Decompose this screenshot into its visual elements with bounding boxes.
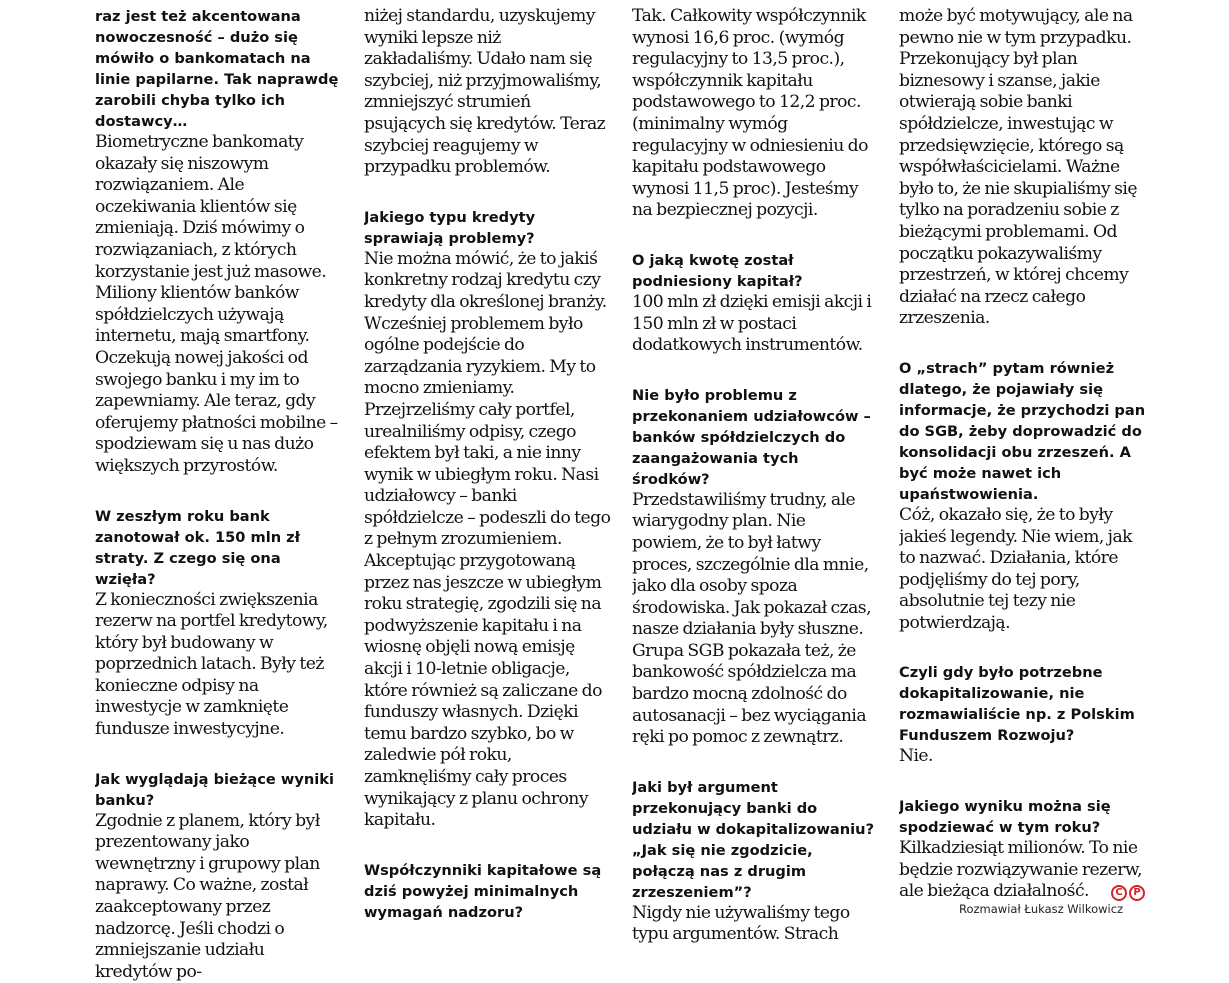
answer-paragraph: Nie można mówić, że to jakiś konkretny rodzaj kredytu czy kredyty dla określonej branży. Wcześniej problemem było ogólne podejście do zarządzania ryzykiem. My to mocno zmieniamy. Przejrzeliśmy cały portfel, urealniliśmy odpisy, czego efektem był taki, a nie inny wynik w ubiegłym roku. Nasi udziałowcy – banki spółdzielcze – podeszli do tego z pełnym zrozumieniem. Akceptując przygotowaną przez nas jeszcze w ubiegłym roku strategię, zgodzili się na podwyższenie kapitału i na wiosnę objęli nową emisję akcji i 10-letnie obligacje, które również są zaliczane do funduszy własnych. Dzięki temu bardzo szybko, bo w zaledwie pół roku, zamknęliśmy cały proces wynikający z planu ochrony kapitału. <box>364 248 611 831</box>
closing-answer <box>899 838 1149 903</box>
question-heading: Jak wyglądają bieżące wyniki banku? <box>95 770 334 809</box>
column-1 <box>95 6 345 983</box>
question-heading: O jaką kwotę został podniesiony kapitał? <box>632 251 803 290</box>
answer-paragraph: 100 mln zł dzięki emisji akcji i 150 mln zł w postaci dodatkowych instrumentów. <box>632 291 872 356</box>
question-heading: W zeszłym roku bank zanotował ok. 150 mln zł straty. Z czego się ona wzięła? <box>95 507 301 588</box>
column-2 <box>364 6 611 923</box>
question-lead-in: raz jest też akcentowana nowoczesność – dużo się mówiło o bankomatach na linie papilarne. Tak naprawdę zarobili chyba tylko ich dostawcy… <box>95 8 339 130</box>
question-heading: Jakiego wyniku można się spodziewać w tym roku? <box>899 798 1111 837</box>
answer-paragraph: Tak. Całkowity współczynnik wynosi 16,6 proc. (wymóg regulacyjny to 13,5 proc.), współczynnik kapitału podstawowego to 12,2 proc. (minimalny wymóg regulacyjny w odniesieniu do kapitału podstawowego wynosi 11,5 proc). Jesteśmy na bezpiecznej pozycji. <box>632 6 868 221</box>
answer-paragraph: Przedstawiliśmy trudny, ale wiarygodny plan. Nie powiem, że to był łatwy proces, szczególnie dla mnie, jako dla osoby spoza środowiska. Jak pokazał czas, nasze działania były słuszne. Grupa SGB pokazała też, że bankowość spółdzielcza ma bardzo mocną zdolność do autosanacji – bez wyciągania ręki po pomoc z zewnątrz. <box>632 489 871 748</box>
answer-paragraph: Nie. <box>899 746 933 767</box>
copyright-icon: C <box>1111 885 1127 901</box>
copyright-marks <box>1111 885 1145 901</box>
answer-paragraph: może być motywujący, ale na pewno nie w tym przypadku. Przekonujący był plan biznesowy i szanse, jakie otwierają sobie banki spółdzielcze, inwestując w przedsięwzięcie, którego są współwłaścicielami. Ważne było to, że nie skupialiśmy się tylko na poradzeniu sobie z bieżącymi problemami. Od początku pokazywaliśmy przestrzeń, w której chcemy działać na rzecz całego zrzeszenia. <box>899 6 1137 329</box>
answer-paragraph: niżej standardu, uzyskujemy wyniki lepsze niż zakładaliśmy. Udało nam się szybciej, niż przyjmowaliśmy, zmniejszyć strumień psujących się kredytów. Teraz szybciej reagujemy w przypadku problemów. <box>364 6 606 178</box>
answer-paragraph: Cóż, okazało się, że to były jakieś legendy. Nie wiem, jak to nazwać. Działania, które podjęliśmy do tej pory, absolutnie tej tezy nie potwierdzają. <box>899 504 1133 633</box>
question-heading: O „strach” pytam również dlatego, że pojawiały się informacje, że przychodzi pan do SGB, żeby doprowadzić do konsolidacji obu zrzeszeń. A być może nawet ich upaństwowienia. <box>899 359 1146 503</box>
answer-paragraph: Z konieczności zwiększenia rezerw na portfel kredytowy, który był budowany w poprzednich latach. Były też konieczne odpisy na inwestycje w zamknięte fundusze inwestycyjne. <box>95 589 328 740</box>
question-heading: Czyli gdy było potrzebne dokapitalizowanie, nie rozmawialiście np. z Polskim Funduszem Rozwoju? <box>899 664 1135 745</box>
column-4 <box>899 6 1149 903</box>
question-heading: Współczynniki kapitałowe są dziś powyżej minimalnych wymagań nadzoru? <box>364 861 602 921</box>
answer-paragraph: Nigdy nie używaliśmy tego typu argumentów. Strach <box>632 902 850 945</box>
answer-paragraph: Zgodnie z planem, który był prezentowany jako wewnętrzny i grupowy plan naprawy. Co ważne, został zaakceptowany przez nadzorcę. Jeśli chodzi o zmniejszanie udziału kredytów po- <box>95 810 320 982</box>
question-heading: Jakiego typu kredyty sprawiają problemy? <box>364 208 536 247</box>
answer-paragraph: Biometryczne bankomaty okazały się niszowym rozwiązaniem. Ale oczekiwania klientów się zmieniają. Dziś mówimy o rozwiązaniach, z których korzystanie jest już masowe. Miliony klientów banków spółdzielczych używają internetu, mają smartfony. Oczekują nowej jakości od swojego banku i my im to zapewniamy. Ale teraz, gdy oferujemy płatności mobilne –spodziewam się u nas dużo większych przyrostów. <box>95 132 338 476</box>
author-byline: Rozmawiał Łukasz Wilkowicz <box>959 902 1124 916</box>
answer-paragraph: Kilkadziesiąt milionów. To nie będzie rozwiązywanie rezerw, ale bieżąca działalność. <box>899 838 1142 902</box>
column-3 <box>632 6 878 946</box>
question-heading: Jaki był argument przekonujący banki do udziału w dokapitalizowaniu? „Jak się nie zgodzicie, połączą nas z drugim zrzeszeniem”? <box>632 778 875 901</box>
question-heading: Nie było problemu z przekonaniem udziałowców – banków spółdzielczych do zaangażowania tych środków? <box>632 386 871 488</box>
phonogram-icon: P <box>1129 885 1145 901</box>
